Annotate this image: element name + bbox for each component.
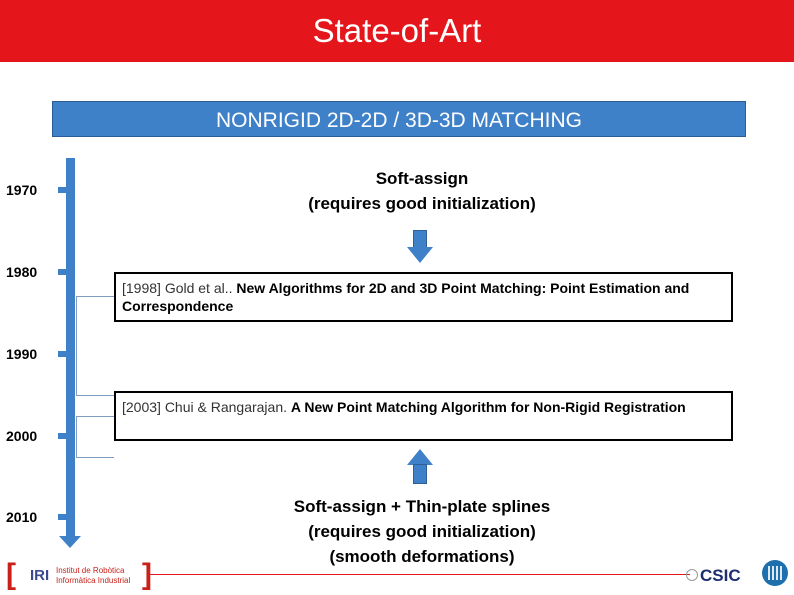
method-top (272, 166, 572, 216)
reference-citation: [2003] Chui & Rangarajan. (122, 399, 291, 415)
method-bottom-line: (smooth deformations) (329, 547, 515, 566)
timeline-bracket (76, 296, 114, 396)
method-bottom-line: (requires good initialization) (308, 522, 536, 541)
arrow-down-icon (407, 247, 433, 263)
csic-logo-text: CSIC (700, 566, 741, 585)
method-top-line: Soft-assign (375, 169, 469, 188)
timeline-arrow-icon (59, 536, 81, 548)
timeline-year: 2010 (6, 509, 38, 525)
reference-title: A New Point Matching Algorithm for Non-Rigid Registration (290, 399, 686, 415)
timeline-year: 2000 (6, 428, 38, 444)
timeline-tick (58, 187, 67, 193)
seal-icon (686, 569, 698, 581)
arrow-up-icon (407, 449, 433, 465)
arrow-down-shaft (413, 230, 427, 248)
method-bottom (222, 494, 622, 569)
iri-logo-text: Informàtica Industrial (56, 576, 131, 585)
method-bottom-line: Soft-assign + Thin-plate splines (293, 497, 551, 516)
footer-divider (150, 574, 690, 575)
section-banner: NONRIGID 2D-2D / 3D-3D MATCHING (52, 101, 746, 137)
timeline-year: 1980 (6, 264, 38, 280)
bracket-left-icon: [ (6, 558, 16, 591)
timeline-bracket (76, 416, 114, 458)
timeline-bar (66, 158, 75, 538)
upc-grid-icon (768, 566, 782, 580)
arrow-up-shaft (413, 464, 427, 484)
reference-title: New Algorithms for 2D and 3D Point Matching: Point Estimation and Correspondence (122, 280, 690, 314)
timeline-tick (58, 433, 67, 439)
timeline-tick (58, 514, 67, 520)
reference-citation: [1998] Gold et al.. (122, 280, 237, 296)
bracket-right-icon: ] (142, 558, 152, 591)
timeline-tick (58, 351, 67, 357)
page-title: State-of-Art (312, 12, 482, 49)
upc-logo-icon (762, 560, 788, 586)
csic-logo (686, 566, 756, 586)
reference-box (114, 391, 733, 441)
timeline-year: 1970 (6, 182, 38, 198)
iri-logo (4, 558, 152, 592)
timeline-tick (58, 269, 67, 275)
iri-logo-text: Institut de Robòtica (56, 566, 125, 575)
iri-mark: IRI (30, 567, 50, 584)
timeline-year: 1990 (6, 346, 38, 362)
reference-box (114, 272, 733, 322)
method-top-line: (requires good initialization) (308, 194, 536, 213)
